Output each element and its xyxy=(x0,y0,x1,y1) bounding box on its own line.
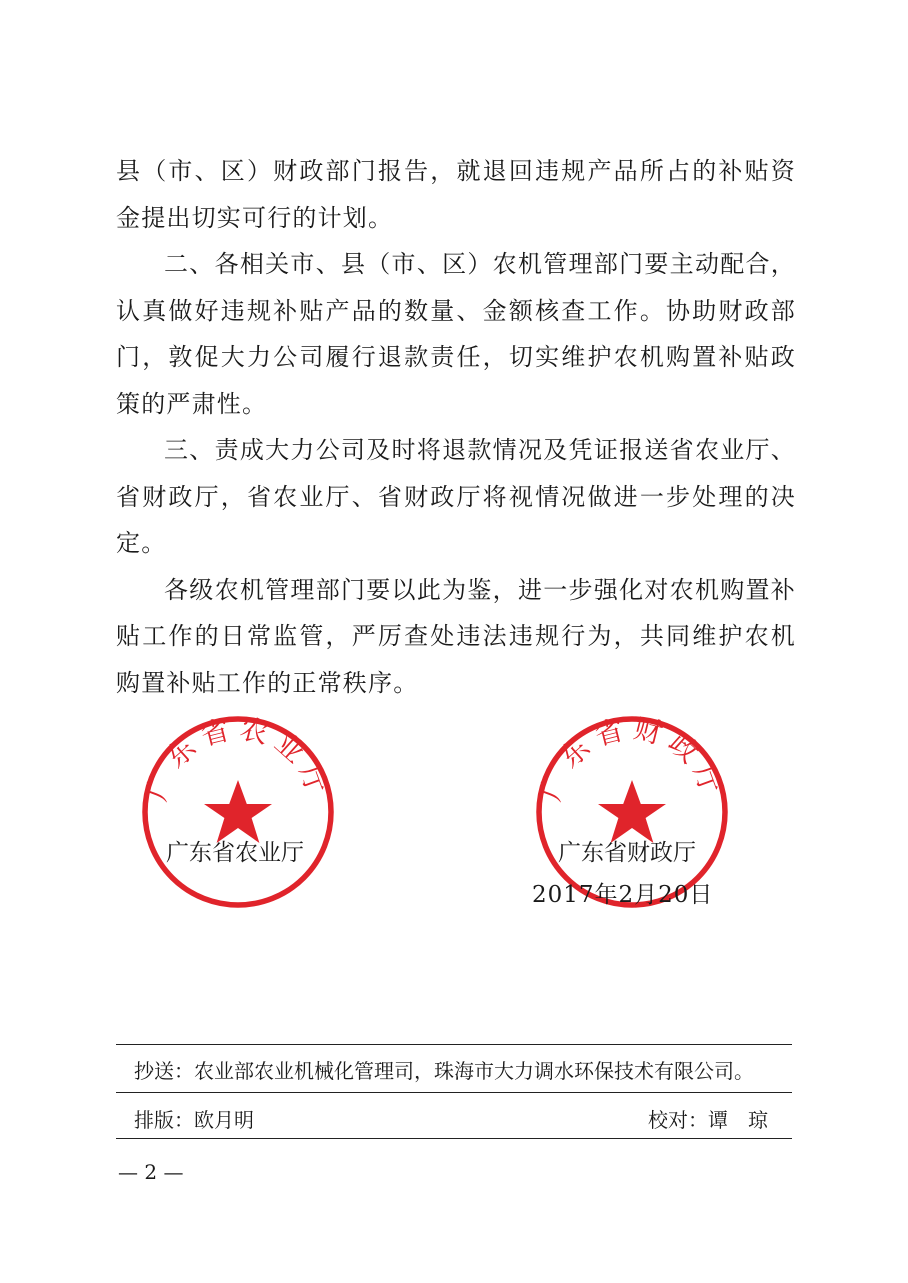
issue-date: 2017年2月20日 xyxy=(532,882,714,908)
typesetter: 排版：欧月明 xyxy=(134,1108,254,1132)
agriculture-dept-seal xyxy=(138,712,338,912)
footer-bottom-rule xyxy=(116,1138,792,1139)
proofreader: 校对：谭 琼 xyxy=(648,1108,768,1132)
svg-text:广东省财政厅: 广东省财政厅 xyxy=(533,712,731,805)
page-number: — 2 — xyxy=(118,1160,184,1184)
svg-text:广东省农业厅: 广东省农业厅 xyxy=(139,712,337,805)
footer-top-rule xyxy=(116,1044,792,1045)
paragraph-1: 县（市、区）财政部门报告，就退回违规产品所占的补贴资金提出切实可行的计划。 xyxy=(116,157,796,232)
cc-recipients: 抄送：农业部农业机械化管理司，珠海市大力调水环保技术有限公司。 xyxy=(134,1059,754,1083)
finance-dept-signature: 广东省财政厅 xyxy=(558,840,696,866)
document-body xyxy=(116,148,796,706)
paragraph-3: 三、责成大力公司及时将退款情况及凭证报送省农业厅、省财政厅，省农业厅、省财政厅将视情况做进一步处理的决定。 xyxy=(116,436,796,557)
paragraph-2: 二、各相关市、县（市、区）农机管理部门要主动配合，认真做好违规补贴产品的数量、金额核查工作。协助财政部门，敦促大力公司履行退款责任，切实维护农机购置补贴政策的严肃性。 xyxy=(116,250,796,418)
agriculture-dept-signature: 广东省农业厅 xyxy=(166,840,304,866)
footer-middle-rule xyxy=(116,1092,792,1093)
paragraph-4: 各级农机管理部门要以此为鉴，进一步强化对农机购置补贴工作的日常监管，严厉查处违法违规行为，共同维护农机购置补贴工作的正常秩序。 xyxy=(116,575,796,697)
